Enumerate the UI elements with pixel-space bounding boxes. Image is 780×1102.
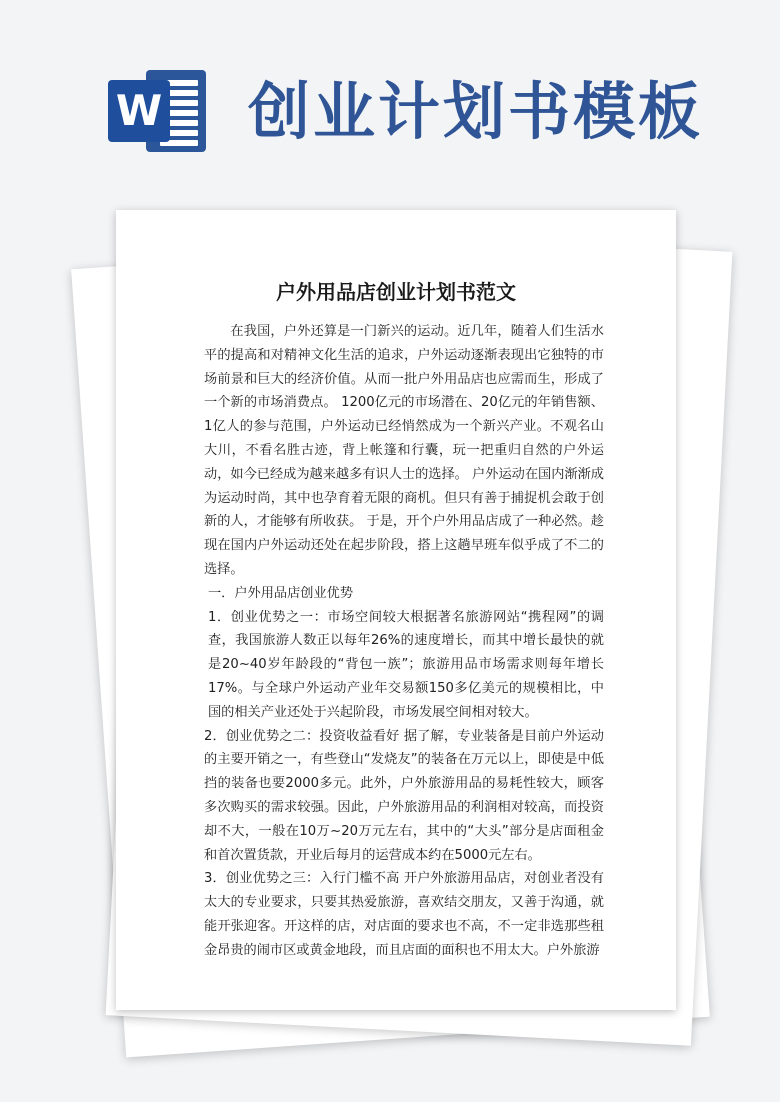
paragraph-intro: 在我国，户外还算是一门新兴的运动。近几年，随着人们生活水平的提高和对精神文化生活的追求，户外运动逐渐表现出它独特的市场前景和巨大的经济价值。从而一批户外用品店也应需而生，形成了一个新的市场消费点。 1200亿元的市场潜在、20亿元的年销售额、1亿人的参与范围，户外运动已经悄然成为一个新兴产业。不观名山大川，不看名胜古迹，背上帐篷和行囊，玩一把重归自然的户外运动，如今已经成为越来越多有识人士的选择。 户外运动在国内渐渐成为运动时尚，其中也孕育着无限的商机。但只有善于捕捉机会敢于创新的人，才能够有所收获。 于是，开个户外用品店成了一种必然。趁现在国内户外运动还处在起步阶段，搭上这趟早班车似乎成了不二的选择。 — [204, 324, 604, 577]
banner-title: 创业计划书模板 — [248, 75, 704, 148]
word-document-icon — [108, 66, 208, 156]
section-heading: 一．户外用品店创业优势 — [208, 585, 354, 601]
header-banner — [0, 0, 780, 200]
word-icon-letter: W — [108, 80, 170, 142]
document-title: 户外用品店创业计划书范文 — [276, 280, 516, 304]
paragraph-advantage-2: 2．创业优势之二：投资收益看好 据了解，专业装备是目前户外运动的主要开销之一，有些登山“发烧友”的装备在万元以上，即使是中低挡的装备也要2000多元。此外，户外旅游用品的易耗性较大，顾客多次购买的需求较强。因此，户外旅游用品的利润相对较高，而投资却不大，一般在10万~20万元左右，其中的“大头”部分是店面租金和首次置货款，开业后每月的运营成本约在5000元左右。 — [204, 728, 604, 863]
paragraph-advantage-3: 3．创业优势之三：入行门槛不高 开户外旅游用品店，对创业者没有太大的专业要求，只要其热爱旅游，喜欢结交朋友，又善于沟通，就能开张迎客。开这样的店，对店面的要求也不高，不一定非选那些租金昂贵的闹市区或黄金地段，而且店面的面积也不用太大。户外旅游 — [204, 871, 604, 958]
document-body — [204, 320, 604, 963]
document-page — [116, 210, 676, 1010]
paragraph-advantage-1: 1．创业优势之一：市场空间较大根据著名旅游网站“携程网”的调查，我国旅游人数正以每年26%的速度增长，而其中增长最快的就是20~40岁年龄段的“背包一族”；旅游用品市场需求则每年增长17%。与全球户外运动产业年交易额150多亿美元的规模相比，中国的相关产业还处于兴起阶段，市场发展空间相对较大。 — [208, 609, 604, 720]
